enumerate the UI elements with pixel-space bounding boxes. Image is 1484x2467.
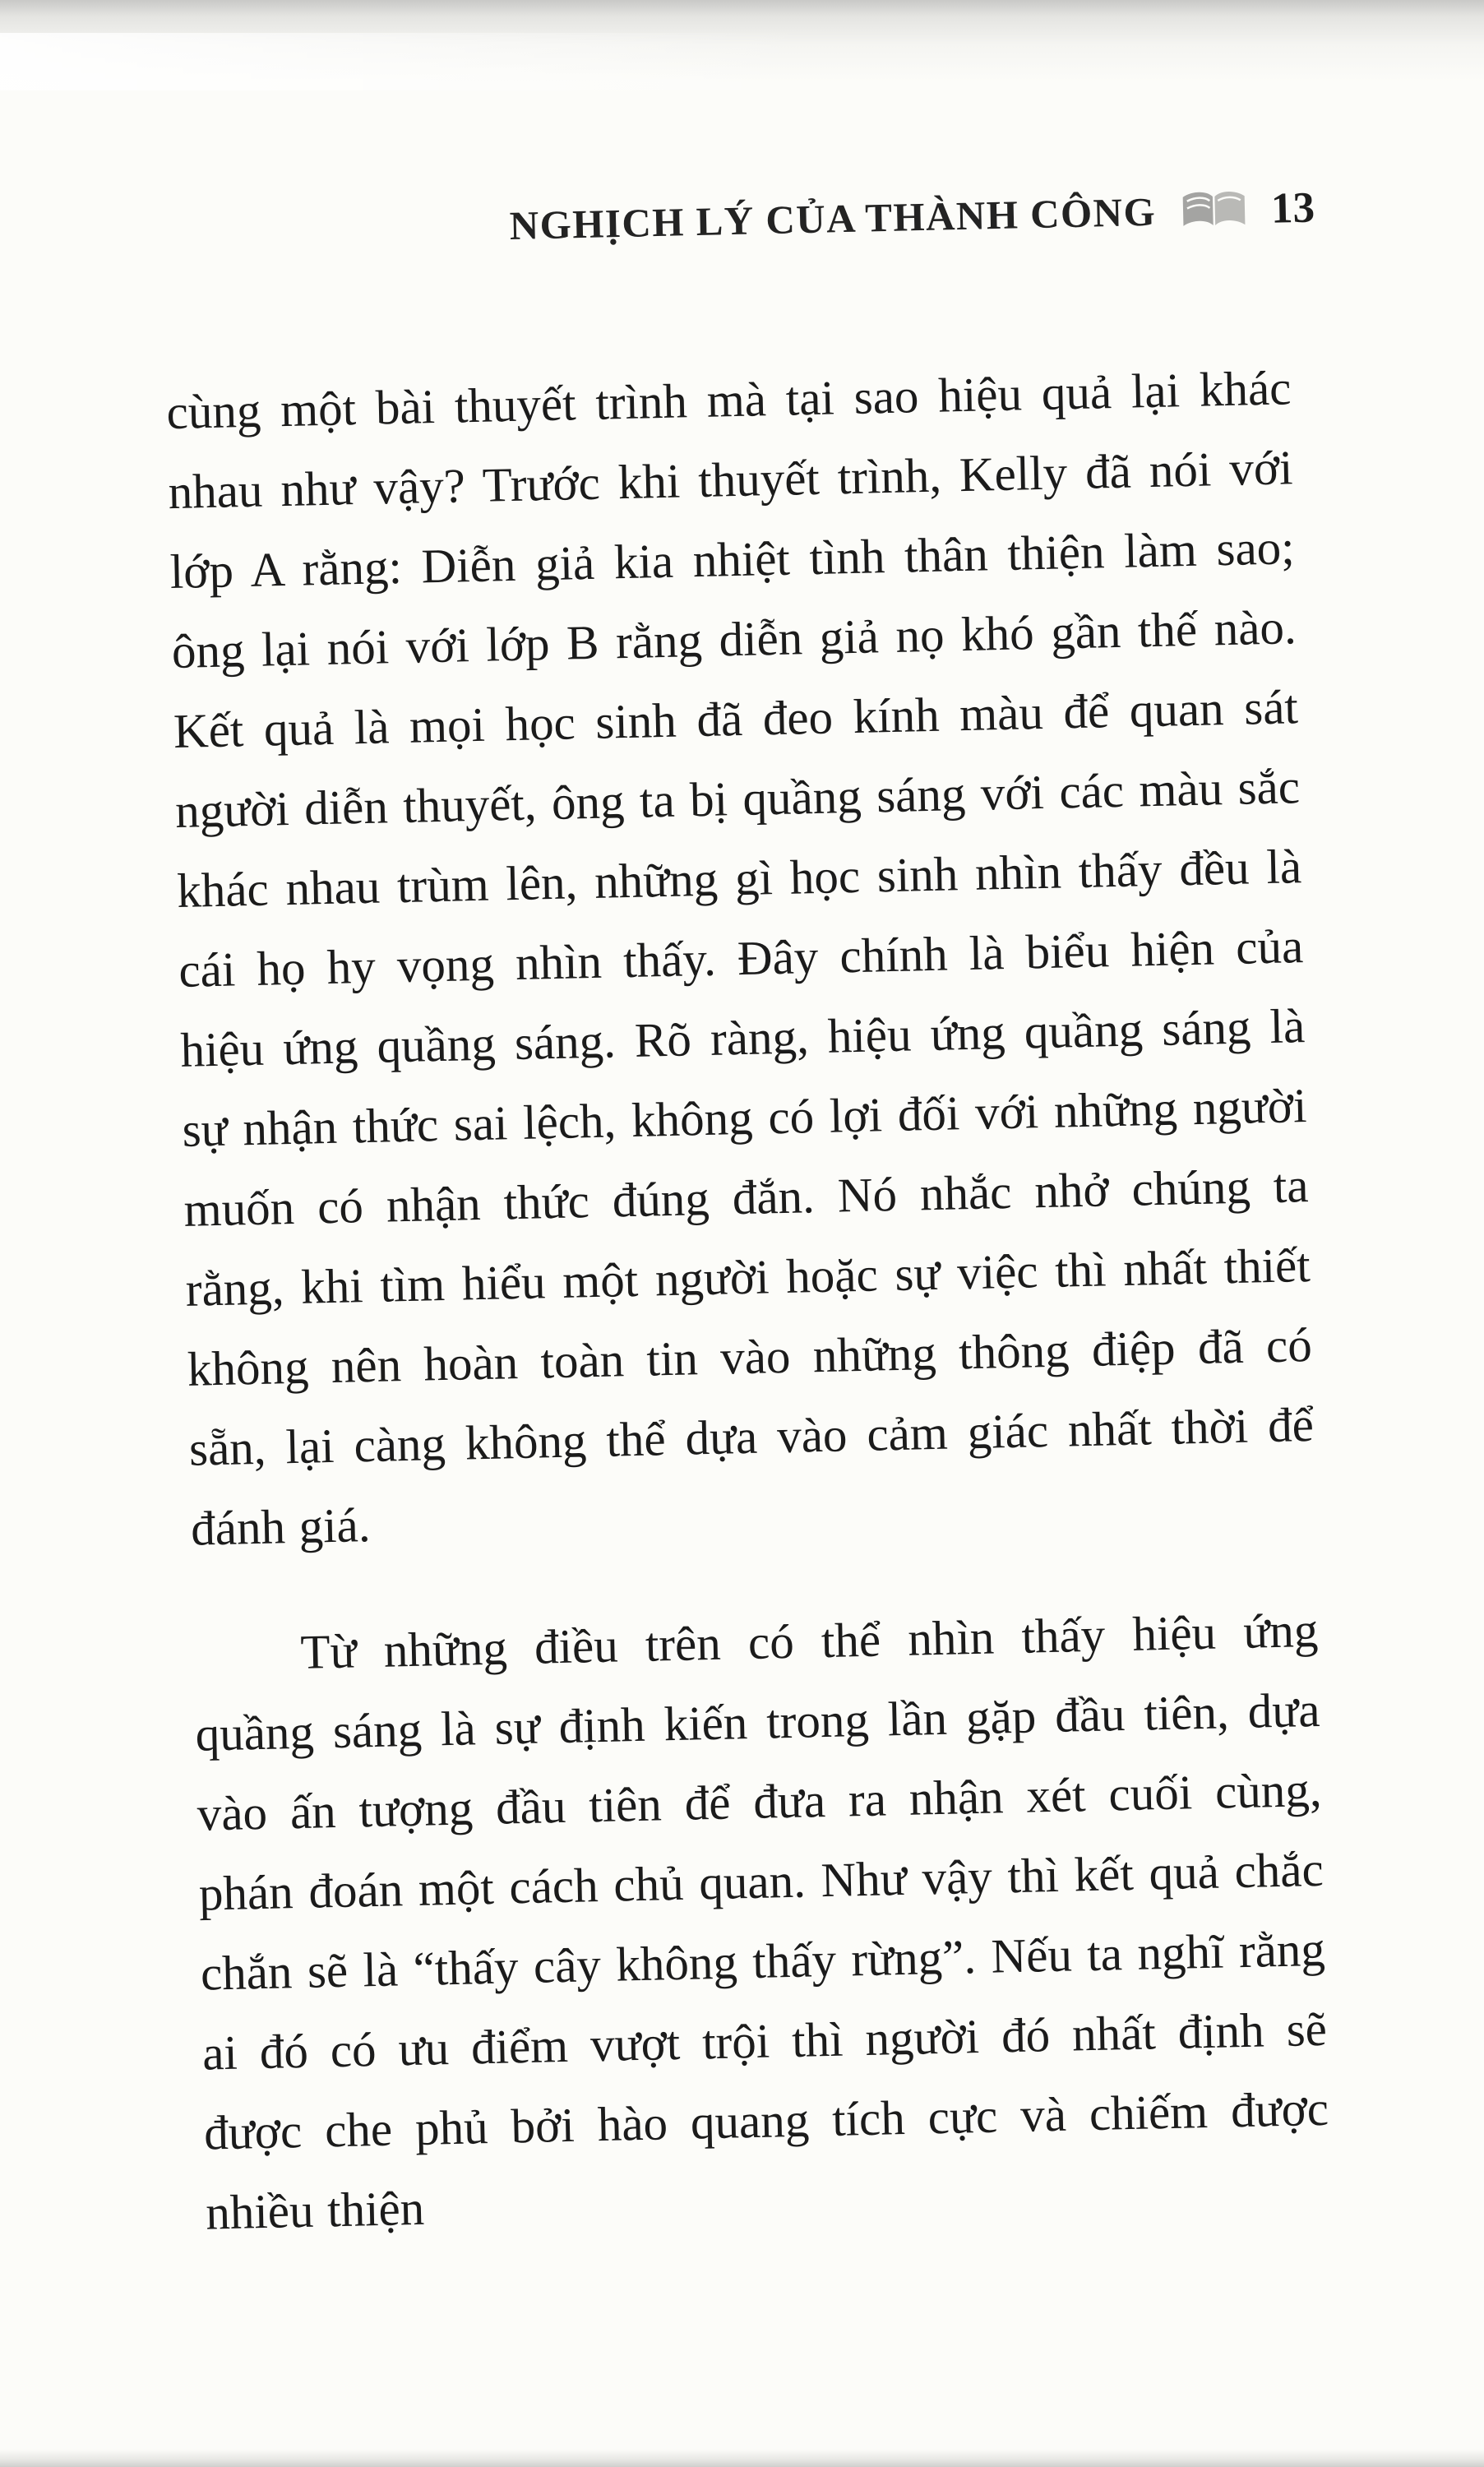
page-number: 13 <box>1270 183 1315 233</box>
paragraph-2: Từ những điều trên có thể nhìn thấy hiệu ứng quầng sáng là sự định kiến trong lần gặp đầu tiên, dựa vào ấn tượng đầu tiên để đưa ra nhận xét cuối cùng, phán đoán một cách chủ quan. Như vậy thì kết quả chắc chắn sẽ là “thấy cây không thấy rừng”. Nếu ta nghĩ rằng ai đó có ưu điểm vượt trội thì người đó nhất định sẽ được che phủ bởi hào quang tích cực và chiếm được nhiều thiện <box>194 1602 1329 2240</box>
body-text <box>166 348 1333 2298</box>
paragraph-1: cùng một bài thuyết trình mà tại sao hiệu quả lại khác nhau như vậy? Trước khi thuyết trình, Kelly đã nói với lớp A rằng: Diễn giả kia nhiệt tình thân thiện làm sao; ông lại nói với lớp B rằng diễn giả nọ khó gần thế nào. Kết quả là mọi học sinh đã đeo kính màu để quan sát người diễn thuyết, ông ta bị quầng sáng với các màu sắc khác nhau trùm lên, những gì học sinh nhìn thấy đều là cái họ hy vọng nhìn thấy. Đây chính là biểu hiện của hiệu ứng quầng sáng. Rõ ràng, hiệu ứng quầng sáng là sự nhận thức sai lệch, không có lợi đối với những người muốn có nhận thức đúng đắn. Nó nhắc nhở chúng ta rằng, khi tìm hiểu một người hoặc sự việc thì nhất thiết không nên hoàn toàn tin vào những thông điệp đã có sẵn, lại càng không thể dựa vào cảm giác nhất thời để đánh giá. <box>165 360 1315 1556</box>
running-head <box>509 183 1315 250</box>
open-book-icon <box>1181 188 1247 231</box>
running-head-title: NGHỊCH LÝ CỦA THÀNH CÔNG <box>509 188 1157 248</box>
